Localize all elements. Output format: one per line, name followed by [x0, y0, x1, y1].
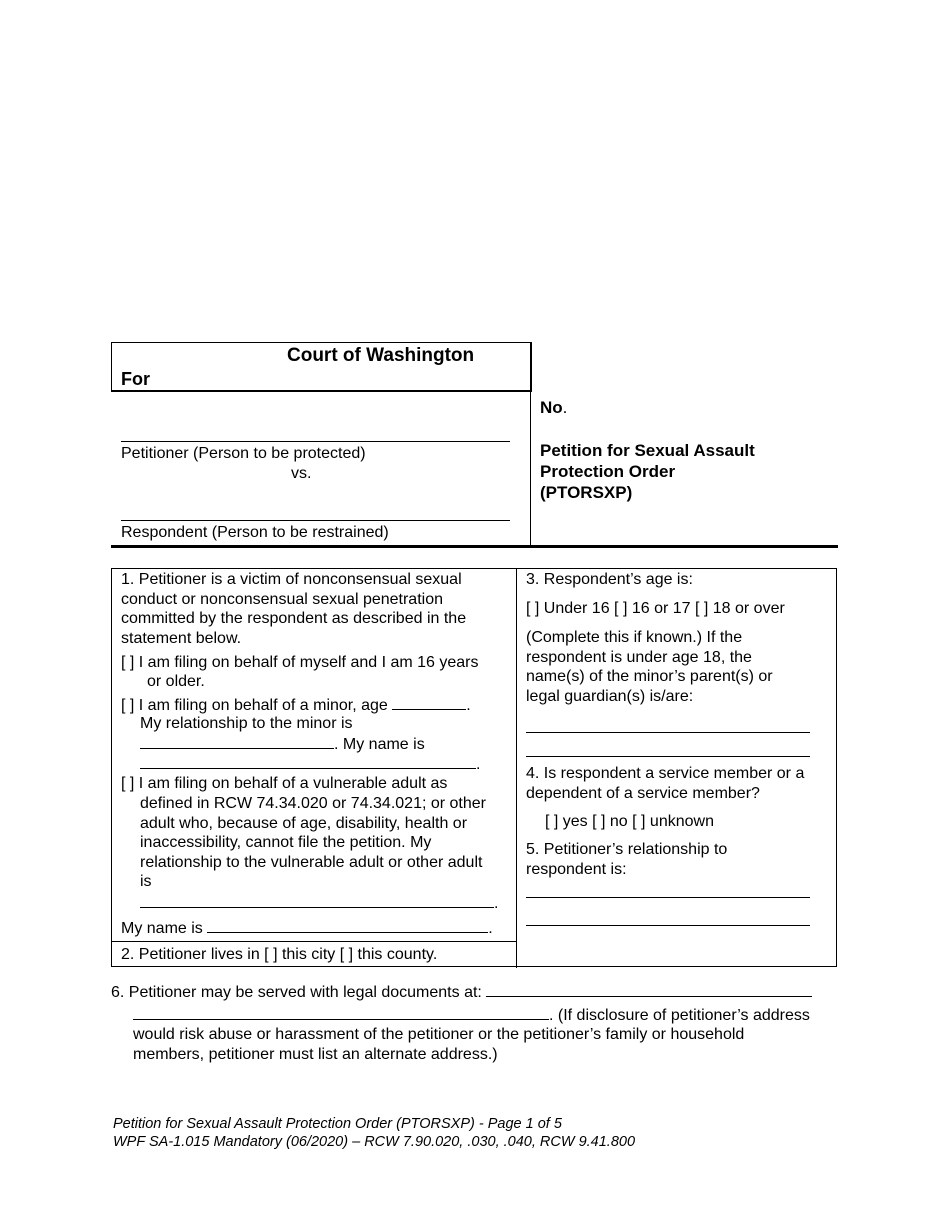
vuln-line-5: relationship to the vulnerable adult or other adult: [140, 853, 483, 871]
section-2[interactable]: 2. Petitioner lives in [ ] this city [ ] this county.: [121, 946, 438, 963]
s3-note-1: (Complete this if known.) If the: [526, 629, 743, 646]
section-3-heading: 3. Respondent’s age is:: [526, 571, 693, 588]
section-3-note: [526, 628, 773, 706]
section-4: [526, 764, 804, 803]
minor-my-name-label: My name is: [342, 736, 425, 753]
s1-line-3: committed by the respondent as described in the: [121, 610, 467, 627]
section-6-line-1: [111, 982, 812, 1003]
vuln-line-6: is: [140, 873, 152, 890]
vulnerable-relationship-row: .: [140, 893, 498, 914]
minor-age-field[interactable]: [392, 695, 466, 710]
s3-note-4: legal guardian(s) is/are:: [526, 687, 694, 705]
minor-my-name-field[interactable]: [140, 754, 476, 769]
s5-line-2: respondent is:: [526, 860, 627, 878]
footer-line-2: WPF SA-1.015 Mandatory (06/2020) – RCW 7.90.020, .030, .040, RCW 9.41.800: [113, 1134, 636, 1150]
petitioner-label: Petitioner (Person to be protected): [121, 445, 366, 462]
s3-note-2: respondent is under age 18, the: [526, 648, 752, 666]
section-6-line-2: [133, 1005, 810, 1026]
vulnerable-relationship-field[interactable]: [140, 893, 494, 908]
my-name-label: My name is: [121, 920, 203, 937]
court-header-box: [111, 342, 532, 392]
s4-line-2: dependent of a service member?: [526, 784, 760, 802]
case-no-label: No: [540, 398, 563, 417]
s1-line-4: statement below.: [121, 629, 242, 647]
my-name-field[interactable]: [207, 918, 488, 933]
caption-bottom-rule: [111, 545, 838, 548]
checkbox-minor[interactable]: [ ] I am filing on behalf of a minor, age .: [121, 697, 471, 714]
caption-divider: [530, 342, 531, 546]
service-address-field-2[interactable]: [133, 1005, 549, 1020]
title-line-1: Petition for Sexual Assault: [540, 441, 755, 460]
section-1: [121, 570, 513, 648]
title-line-2: Protection Order: [540, 462, 676, 481]
guardian-field-1[interactable]: [526, 732, 810, 733]
respondent-name-line[interactable]: [121, 520, 510, 521]
minor-relationship-label: My relationship to the minor is: [140, 715, 353, 732]
s6-line-2-text: . (If disclosure of petitioner’s address: [549, 1007, 810, 1024]
minor-name-row: .: [140, 754, 480, 775]
table-column-divider: [516, 568, 517, 968]
s6-line-4: members, petitioner must list an alternate address.): [133, 1046, 498, 1063]
case-no-dot: .: [562, 398, 568, 417]
vuln-line-2: defined in RCW 74.34.020 or 74.34.021; or other: [140, 795, 486, 812]
vuln-line-4: inaccessibility, cannot file the petition. My: [140, 834, 432, 851]
guardian-field-2[interactable]: [526, 756, 810, 757]
vs-label: vs.: [291, 465, 312, 482]
s6-label: 6. Petitioner may be served with legal documents at:: [111, 984, 482, 1001]
document-title: [540, 440, 755, 503]
case-number[interactable]: [540, 398, 567, 418]
s6-line-3: would risk abuse or harassment of the petitioner or the petitioner’s family or household: [133, 1026, 745, 1043]
my-name-row: My name is .: [121, 920, 493, 937]
s1-line-2: conduct or nonconsensual sexual penetration: [121, 590, 443, 608]
title-line-3: (PTORSXP): [540, 483, 633, 502]
footer-line-1: Petition for Sexual Assault Protection Order (PTORSXP) - Page 1 of 5: [113, 1116, 562, 1132]
vuln-line-1: [ ] I am filing on behalf of a vulnerable adult as: [121, 775, 448, 792]
checkbox-minor-label: [ ] I am filing on behalf of a minor, age: [121, 697, 388, 714]
checkbox-vulnerable[interactable]: [121, 774, 447, 794]
minor-relationship-row: . My name is: [140, 734, 425, 755]
vulnerable-text: [140, 794, 486, 892]
checkbox-self-cont: or older.: [147, 673, 205, 690]
vuln-line-3: adult who, because of age, disability, health or: [140, 814, 468, 832]
petitioner-name-line[interactable]: [121, 441, 510, 442]
age-options[interactable]: [ ] Under 16 [ ] 16 or 17 [ ] 18 or over: [526, 600, 785, 617]
minor-relationship-field[interactable]: [140, 734, 334, 749]
s4-line-1: 4. Is respondent a service member or a: [526, 765, 805, 782]
court-label: Court of Washington: [287, 345, 475, 366]
section-5: [526, 840, 727, 879]
relationship-field-2[interactable]: [526, 925, 810, 926]
checkbox-self[interactable]: [ ] I am filing on behalf of myself and I am 16 years: [121, 654, 479, 671]
relationship-field-1[interactable]: [526, 897, 810, 898]
service-member-options[interactable]: [ ] yes [ ] no [ ] unknown: [545, 813, 714, 830]
s5-line-1: 5. Petitioner’s relationship to: [526, 841, 728, 858]
s3-note-3: name(s) of the minor’s parent(s) or: [526, 668, 773, 685]
table-row-divider: [111, 941, 517, 942]
for-label: For: [121, 369, 150, 389]
s1-line-1: 1. Petitioner is a victim of nonconsensual sexual: [121, 571, 462, 588]
respondent-label: Respondent (Person to be restrained): [121, 524, 389, 541]
service-address-field-1[interactable]: [486, 982, 812, 997]
